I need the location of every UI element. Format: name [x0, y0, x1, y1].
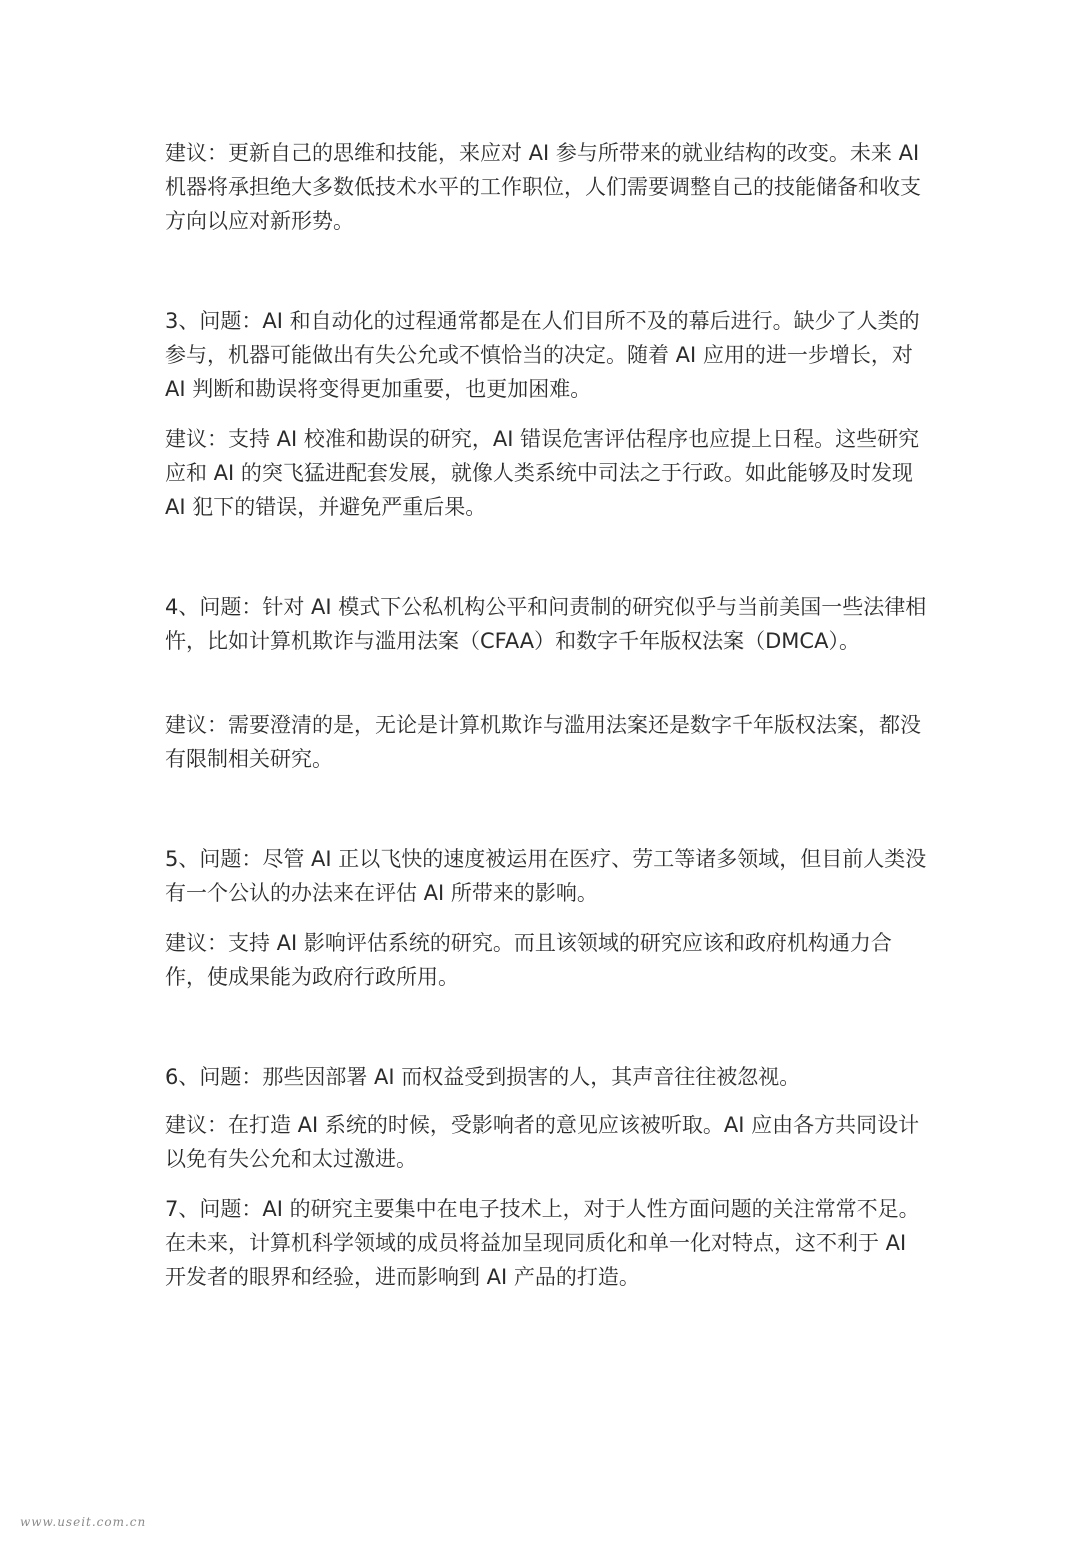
- watermark-text: www.useit.com.cn: [20, 1515, 147, 1529]
- paragraph-issue-6: 6、问题：那些因部署 AI 而权益受到损害的人，其声音往往被忽视。: [165, 1065, 801, 1089]
- paragraph-suggestion-4: 建议：需要澄清的是，无论是计算机欺诈与滥用法案还是数字千年版权法案，都没有限制相关研究。: [165, 713, 921, 771]
- paragraph-issue-3: 3、问题：AI 和自动化的过程通常都是在人们目所不及的幕后进行。缺少了人类的参与，机器可能做出有失公允或不慎恰当的决定。随着 AI 应用的进一步增长，对 AI 判断和勘误将变得更加重要，也更加困难。: [165, 309, 920, 401]
- paragraph-issue-7: 7、问题：AI 的研究主要集中在电子技术上，对于人性方面问题的关注常常不足。在未来，计算机科学领域的成员将益加呈现同质化和单一化对特点，这不利于 AI 开发者的眼界和经验，进而影响到 AI 产品的打造。: [165, 1197, 920, 1289]
- paragraph-suggestion-5: 建议：支持 AI 影响评估系统的研究。而且该领域的研究应该和政府机构通力合作，使成果能为政府行政所用。: [165, 931, 892, 989]
- paragraph-suggestion-2: 建议：更新自己的思维和技能，来应对 AI 参与所带来的就业结构的改变。未来 AI 机器将承担绝大多数低技术水平的工作职位，人们需要调整自己的技能储备和收支方向以应对新形势。: [165, 141, 921, 233]
- paragraph-issue-4: 4、问题：针对 AI 模式下公私机构公平和问责制的研究似乎与当前美国一些法律相忤，比如计算机欺诈与滥用法案（CFAA）和数字千年版权法案（DMCA）。: [165, 595, 927, 653]
- paragraph-suggestion-3: 建议：支持 AI 校准和勘误的研究，AI 错误危害评估程序也应提上日程。这些研究应和 AI 的突飞猛进配套发展，就像人类系统中司法之于行政。如此能够及时发现 AI 犯下的错误，并避免严重后果。: [165, 427, 920, 519]
- paragraph-issue-5: 5、问题：尽管 AI 正以飞快的速度被运用在医疗、劳工等诸多领域，但目前人类没有一个公认的办法来在评估 AI 所带来的影响。: [165, 847, 927, 905]
- paragraph-suggestion-6: 建议：在打造 AI 系统的时候，受影响者的意见应该被听取。AI 应由各方共同设计以免有失公允和太过激进。: [165, 1113, 920, 1171]
